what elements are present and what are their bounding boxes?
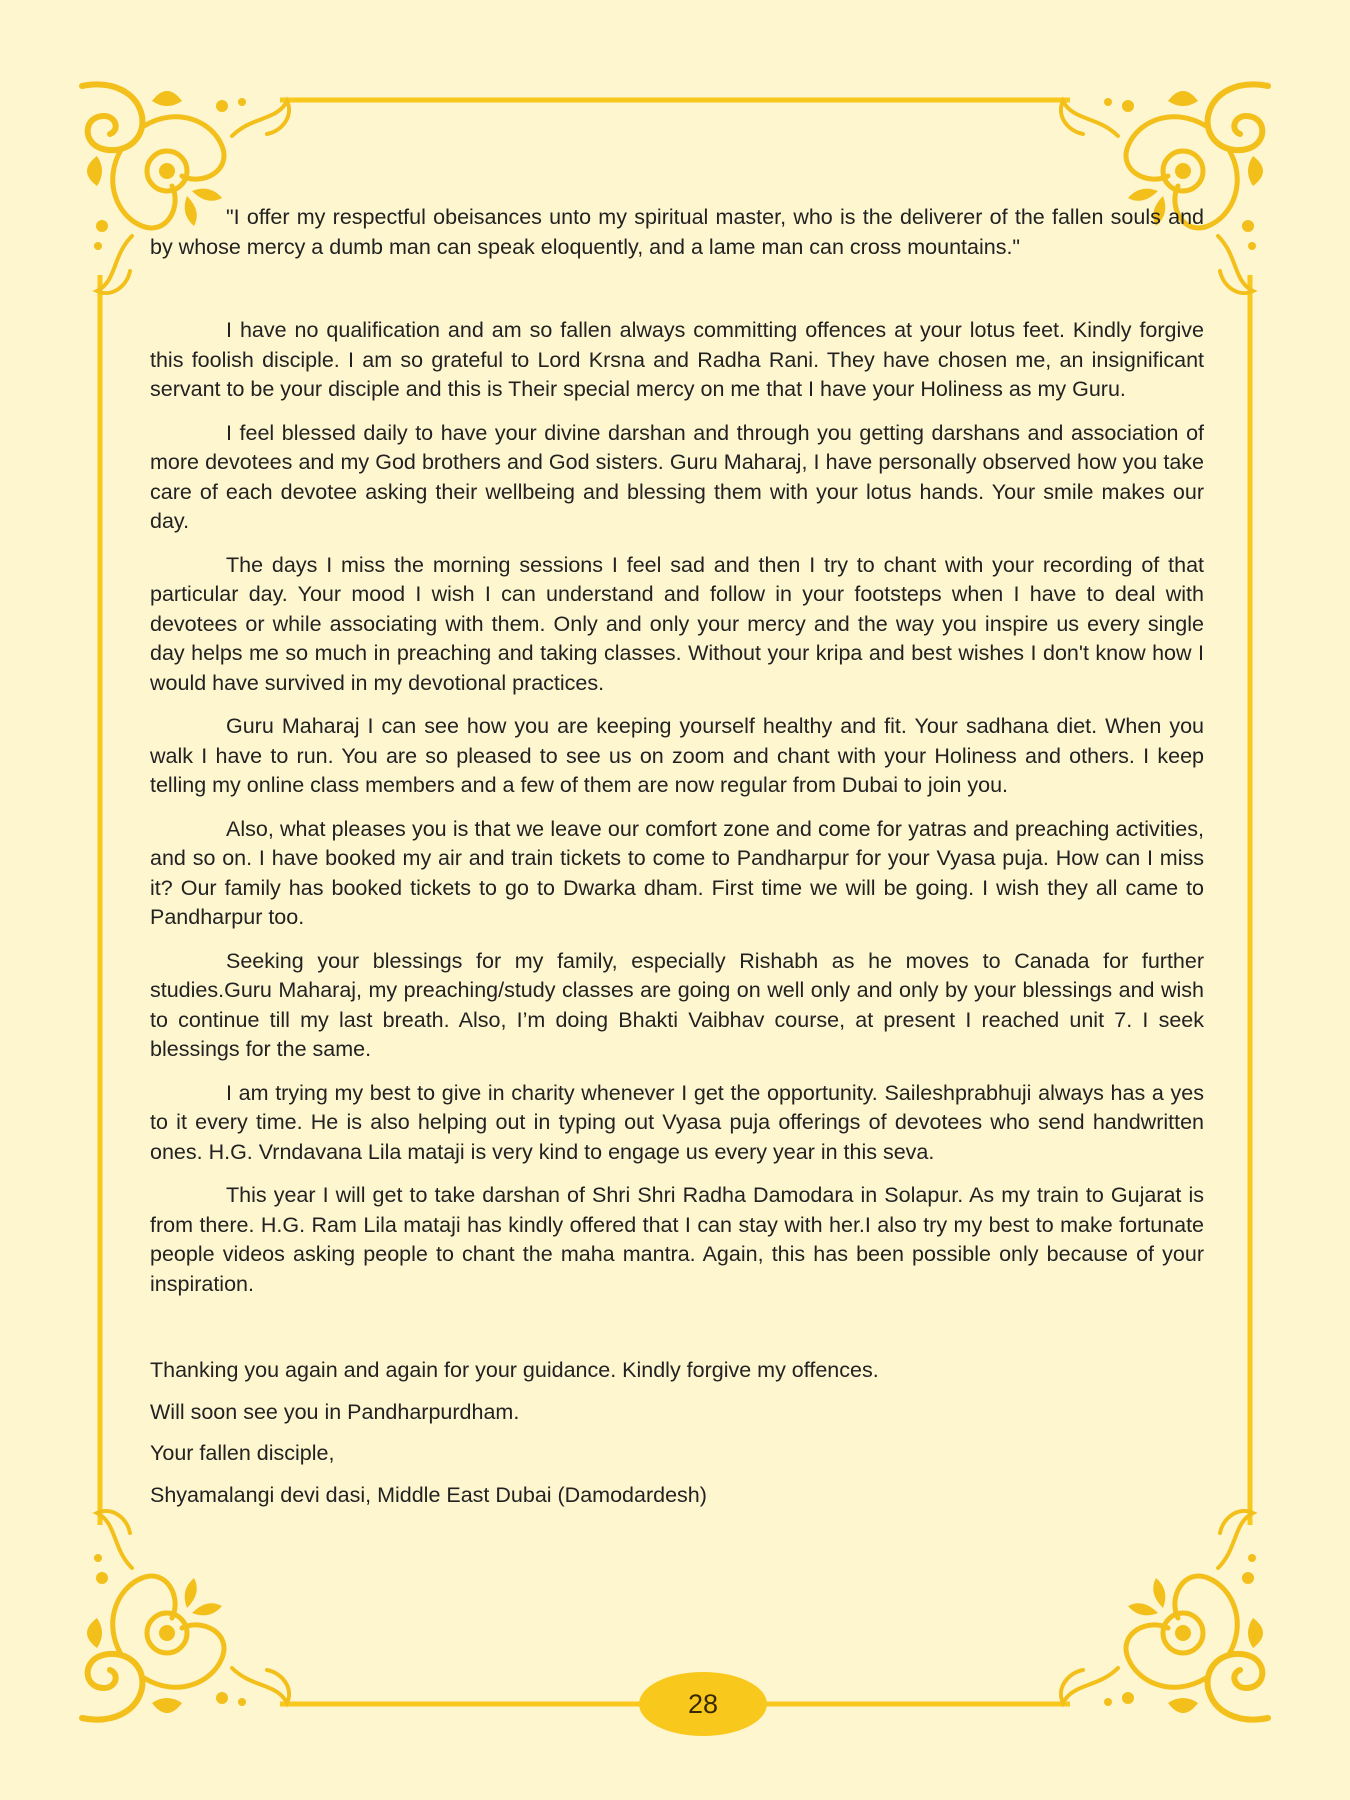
closing-see-you: Will soon see you in Pandharpurdham. <box>150 1399 520 1424</box>
letter-body <box>150 203 1204 1522</box>
letter-paragraph: I feel blessed daily to have your divine darshan and through you getting darshans and association of more devotees and my God brothers and God sisters. Guru Maharaj, I have personally observed how you take care of each devotee asking their wellbeing and blessing them with your lotus hands. Your smile makes our day. <box>150 420 1204 533</box>
letter-paragraph: Guru Maharaj I can see how you are keeping yourself healthy and fit. Your sadhana diet. When you walk I have to run. You are so pleased to see us on zoom and chant with your Holiness and others. I keep telling my online class members and a few of them are now regular from Dubai to join you. <box>150 714 1204 797</box>
paragraph-spacer <box>150 1313 1204 1356</box>
letter-paragraph: This year I will get to take darshan of Shri Shri Radha Damodara in Solapur. As my train to Gujarat is from there. H.G. Ram Lila mataji has kindly offered that I can stay with her.I also try my best to make fortunate people videos asking people to chant the maha mantra. Again, this has been possible only because of your inspiration. <box>150 1183 1204 1296</box>
closing-salutation: Your fallen disciple, <box>150 1441 335 1465</box>
letter-paragraph: Also, what pleases you is that we leave our comfort zone and come for yatras and preaching activities, and so on. I have booked my air and train tickets to come to Pandharpur for your Vyasa puja. How can I miss it? Our family has booked tickets to go to Dwarka dham. First time we will be going. I wish they all came to Pandharpur too. <box>150 816 1204 929</box>
closing-thanks: Thanking you again and again for your guidance. Kindly forgive my offences. <box>150 1358 879 1382</box>
signature-name: Shyamalangi devi dasi, Middle East Dubai (Damodardesh) <box>150 1482 707 1507</box>
letter-paragraph: The days I miss the morning sessions I feel sad and then I try to chant with your recording of that particular day. Your mood I wish I can understand and follow in your footsteps when I have to deal with devotees or while associating with them. Only and only your mercy and the way you inspire us every single day helps me so much in preaching and taking classes. Without your kripa and best wishes I don't know how I would have survived in my devotional practices. <box>150 552 1204 695</box>
page-number: 28 <box>639 1672 767 1736</box>
letter-paragraph: I have no qualification and am so fallen always committing offences at your lotus feet. Kindly forgive this foolish disciple. I am so grateful to Lord Krsna and Radha Rani. They have chosen me, an insignificant servant to be your disciple and this is Their special mercy on me that I have your Holiness as my Guru. <box>150 318 1204 401</box>
letter-paragraph: Seeking your blessings for my family, especially Rishabh as he moves to Canada for further studies.Guru Maharaj, my preaching/study classes are going on well only and only by your blessings and wish to continue till my last breath. Also, I’m doing Bhakti Vaibhav course, at present I reached unit 7. I seek blessings for the same. <box>150 948 1204 1061</box>
letter-paragraph: I am trying my best to give in charity whenever I get the opportunity. Saileshprabhuji always has a yes to it every time. He is also helping out in typing out Vyasa puja offerings of devotees who send handwritten ones. H.G. Vrndavana Lila mataji is very kind to engage us every year in this seva. <box>150 1080 1204 1164</box>
opening-quote: "I offer my respectful obeisances unto my spiritual master, who is the deliverer of the fallen souls and by whose mercy a dumb man can speak eloquently, and a lame man can cross mountains." <box>150 205 1204 259</box>
